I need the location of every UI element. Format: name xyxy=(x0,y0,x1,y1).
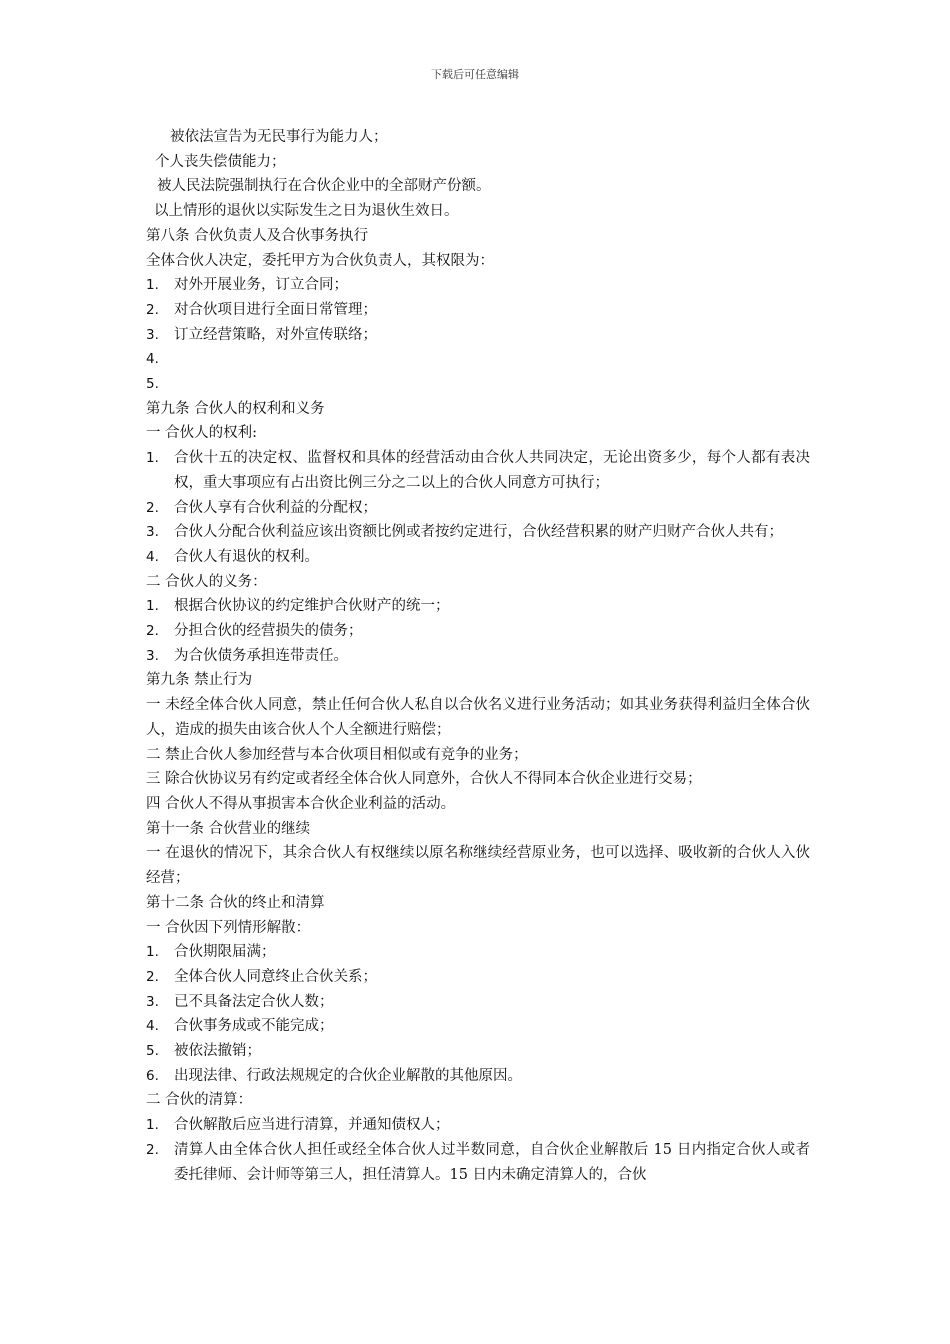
article-prohibited-title: 第九条 禁止行为 xyxy=(146,672,253,689)
list-number: 2. xyxy=(146,499,159,516)
list-item xyxy=(146,990,810,1015)
list-text: 合伙人分配合伙利益应该出资额比例或者按约定进行，合伙经营积累的财产归财产合伙人共有； xyxy=(174,524,783,541)
list-number: 4. xyxy=(146,548,159,565)
list-text: 合伙人享有合伙利益的分配权； xyxy=(174,499,377,516)
list-number: 2. xyxy=(146,968,159,985)
list-number: 1. xyxy=(146,450,159,467)
paragraph: 四 合伙人不得从事损害本合伙企业利益的活动。 xyxy=(146,795,456,812)
list-number: 6. xyxy=(146,1067,159,1084)
list-text: 合伙解散后应当进行清算，并通知债权人； xyxy=(174,1117,450,1134)
list-text: 合伙事务成或不能完成； xyxy=(174,1018,334,1035)
list-number: 1. xyxy=(146,277,159,294)
list-number: 3. xyxy=(146,647,159,664)
dissolve-list xyxy=(146,940,810,1088)
rights-list xyxy=(146,446,810,570)
list-text: 对合伙项目进行全面日常管理； xyxy=(174,301,377,318)
list-number: 4. xyxy=(146,351,159,368)
list-item xyxy=(146,1113,810,1138)
duties-list xyxy=(146,594,810,668)
list-text: 根据合伙协议的约定维护合伙财产的统一； xyxy=(174,598,450,615)
paragraph: 二 禁止合伙人参加经营与本合伙项目相似或有竞争的业务； xyxy=(146,746,528,763)
paragraph: 一 在退伙的情况下，其余合伙人有权继续以原名称继续经营原业务，也可以选择、吸收新的合伙人入伙经营； xyxy=(146,845,810,887)
list-text: 已不具备法定合伙人数； xyxy=(174,993,334,1010)
dissolve-title: 一 合伙因下列情形解散： xyxy=(146,919,311,936)
list-number: 1. xyxy=(146,598,159,615)
list-item xyxy=(146,965,810,990)
list-item xyxy=(146,273,810,298)
list-text: 为合伙债务承担连带责任。 xyxy=(174,647,348,664)
list-number: 4. xyxy=(146,1018,159,1035)
list-text: 合伙人有退伙的权利。 xyxy=(174,548,319,565)
list-item xyxy=(146,644,810,669)
article-11-title: 第十一条 合伙营业的继续 xyxy=(146,820,311,837)
list-text: 合伙期限届满； xyxy=(174,944,276,961)
list-number: 1. xyxy=(146,944,159,961)
list-text: 对外开展业务，订立合同； xyxy=(174,277,348,294)
document-body xyxy=(146,125,810,1187)
list-item xyxy=(146,323,810,348)
article-8-title: 第八条 合伙负责人及合伙事务执行 xyxy=(146,227,369,244)
duties-title: 二 合伙人的义务： xyxy=(146,573,267,590)
list-item xyxy=(146,1039,810,1064)
list-text: 出现法律、行政法规规定的合伙企业解散的其他原因。 xyxy=(174,1067,522,1084)
article-12-title: 第十二条 合伙的终止和清算 xyxy=(146,894,325,911)
list-item xyxy=(146,545,810,570)
list-item xyxy=(146,496,810,521)
clause-line: 被依法宣告为无民事行为能力人； xyxy=(170,129,388,145)
paragraph: 三 除合伙协议另有约定或者经全体合伙人同意外，合伙人不得同本合伙企业进行交易； xyxy=(146,771,702,788)
list-text: 合伙十五的决定权、监督权和具体的经营活动由合伙人共同决定，无论出资多少，每个人都有表决权，重大事项应有占出资比例三分之二以上的合伙人同意方可执行； xyxy=(174,450,810,491)
list-item xyxy=(146,594,810,619)
list-text xyxy=(174,372,810,397)
list-item xyxy=(146,446,810,495)
list-number: 3. xyxy=(146,326,159,343)
list-number: 5. xyxy=(146,376,159,393)
list-text xyxy=(174,347,810,372)
clause-line: 被人民法院强制执行在合伙企业中的全部财产份额。 xyxy=(157,178,491,195)
list-item xyxy=(146,619,810,644)
list-item xyxy=(146,1014,810,1039)
list-text: 被依法撤销； xyxy=(174,1043,261,1060)
clause-line: 个人丧失偿债能力； xyxy=(155,153,286,170)
powers-list xyxy=(146,273,810,397)
list-text: 全体合伙人同意终止合伙关系； xyxy=(174,968,377,985)
paragraph: 一 未经全体合伙人同意，禁止任何合伙人私自以合伙名义进行业务活动；如其业务获得利益归全体合伙人，造成的损失由该合伙人个人全额进行赔偿； xyxy=(146,697,810,738)
list-item xyxy=(146,372,810,397)
article-8-intro: 全体合伙人决定，委托甲方为合伙负责人，其权限为： xyxy=(146,252,494,269)
list-item xyxy=(146,1138,810,1187)
list-text: 订立经营策略，对外宣传联络； xyxy=(174,326,377,343)
list-text: 分担合伙的经营损失的债务； xyxy=(174,623,363,640)
rights-title: 一 合伙人的权利: xyxy=(146,425,257,442)
list-item xyxy=(146,940,810,965)
list-item xyxy=(146,1064,810,1089)
list-number: 5. xyxy=(146,1043,159,1060)
clause-line: 以上情形的退伙以实际发生之日为退伙生效日。 xyxy=(154,203,459,220)
list-item xyxy=(146,347,810,372)
liquidation-list xyxy=(146,1113,810,1187)
liquidation-title: 二 合伙的清算： xyxy=(146,1092,253,1109)
list-number: 3. xyxy=(146,993,159,1010)
list-number: 3. xyxy=(146,524,159,541)
list-number: 2. xyxy=(146,1141,159,1158)
list-item xyxy=(146,298,810,323)
list-number: 2. xyxy=(146,623,159,640)
list-item xyxy=(146,520,810,545)
list-number: 1. xyxy=(146,1117,159,1134)
page-header: 下载后可任意编辑 xyxy=(431,68,519,81)
list-number: 2. xyxy=(146,301,159,318)
article-9-title: 第九条 合伙人的权利和义务 xyxy=(146,400,325,417)
list-text: 清算人由全体合伙人担任或经全体合伙人过半数同意，自合伙企业解散后 15 日内指定合伙人或者委托律师、会计师等第三人，担任清算人。15 日内未确定清算人的，合伙 xyxy=(174,1141,810,1183)
